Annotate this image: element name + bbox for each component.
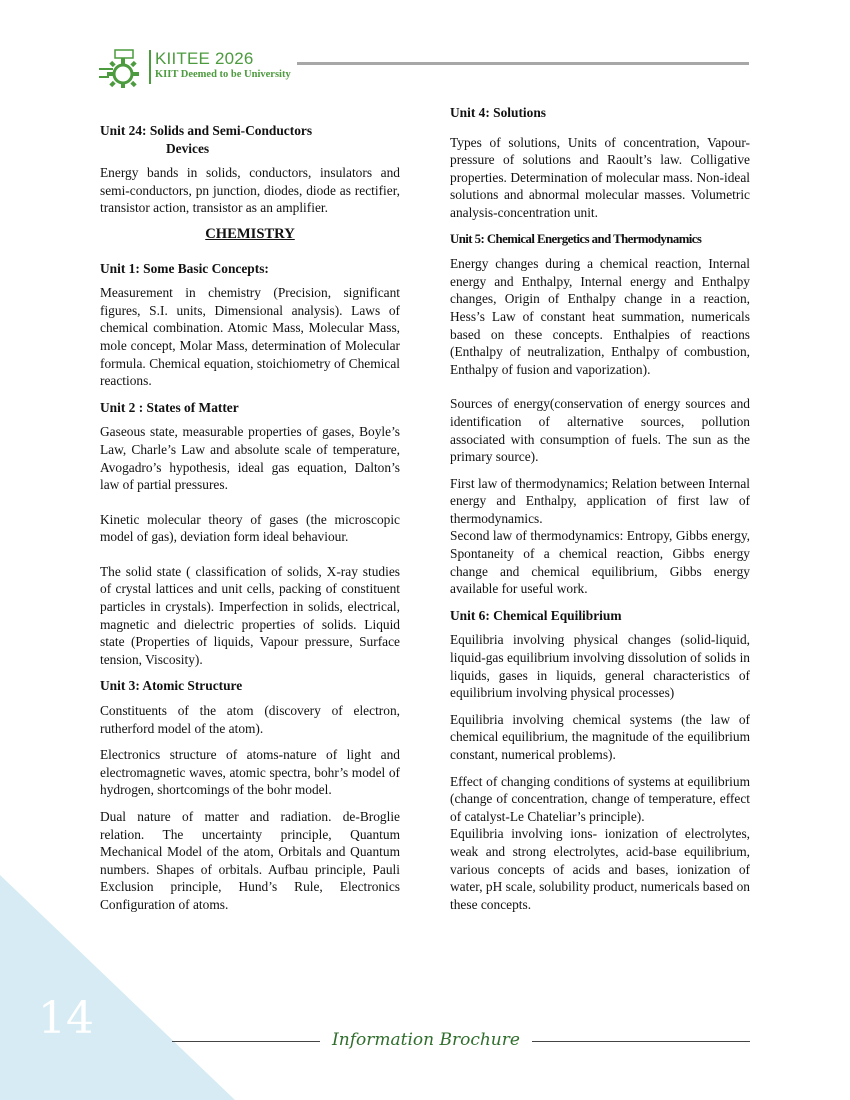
unit2-paragraph-1: Gaseous state, measurable properties of gases, Boyle’s Law, Charle’s Law and absolute scale of temperature, Avogadro’s hypothesis, ideal gas equation, Dalton’s law of partial pressures. [100, 424, 400, 493]
page-footer [172, 1030, 750, 1050]
page-number: 14 [38, 993, 94, 1044]
unit2-paragraph-3: The solid state ( classification of solids, X-ray studies of crystal lattices and unit cells, packing of constituent particles in crystals). Imperfection in solids, electrical, magnetic and dielectric properties of solids. Liquid state (Properties of liquids, Vapour pressure, Surface tension, Viscosity). [100, 563, 400, 667]
unit3-paragraph-3: Dual nature of matter and radiation. de-Broglie relation. The uncertainty principle, Quantum Mechanical Model of the atom, Orbitals and Quantum numbers. Shapes of orbitals. Aufbau principle, Pauli Exclusion principle, Hund’s Rule, Electronics Configuration of atoms. [100, 809, 400, 912]
header-title: KIITEE 2026 [155, 49, 254, 68]
unit3-paragraph-2: Electronics structure of atoms-nature of light and electromagnetic waves, atomic spectra, bohr’s model of hydrogen, shortcomings of the bohr model. [100, 747, 400, 798]
unit6-paragraph-1: Equilibria involving physical changes (solid-liquid, liquid-gas equilibrium involving dissolution of solids in liquids, gases in liquids, general characteristics of equilibrium involving physical processes) [450, 632, 750, 701]
left-column [100, 122, 400, 923]
unit24-body: Energy bands in solids, conductors, insulators and semi-conductors, pn junction, diodes, diode as rectifier, transistor action, transistor as an amplifier. [100, 165, 400, 216]
unit24-title [100, 122, 400, 157]
unit6-paragraph-3: Effect of changing conditions of systems at equilibrium (change of concentration, change of temperature, effect of catalyst-Le Chateliar’s principle). [450, 773, 750, 824]
header-rule [297, 62, 749, 65]
unit2-title: Unit 2 : States of Matter [100, 399, 239, 415]
unit3-paragraph-1: Constituents of the atom (discovery of electron, rutherford model of the atom). [100, 703, 400, 736]
unit24-title-line2: Devices [166, 140, 210, 156]
unit5-paragraph-3: First law of thermodynamics; Relation between Internal energy and Enthalpy, application of first law of thermodynamics. [450, 475, 750, 526]
footer-brochure-label: Information Brochure [332, 1030, 520, 1050]
chemistry-heading: CHEMISTRY [205, 225, 295, 242]
header-subtitle: KIIT Deemed to be University [155, 69, 291, 80]
footer-rule-left [172, 1041, 320, 1042]
footer-rule-right [532, 1041, 750, 1042]
page-header [99, 46, 751, 90]
logo-divider [149, 50, 151, 84]
unit5-title: Unit 5: Chemical Energetics and Thermodynamics [450, 231, 702, 246]
kiit-logo-icon [99, 48, 147, 88]
unit3-title: Unit 3: Atomic Structure [100, 678, 243, 694]
unit4-body: Types of solutions, Units of concentration, Vapour-pressure of solutions and Raoult’s law. Colligative properties. Determination of molecular mass. Non-ideal solutions and abnormal molecular masses. Volumetric analysis-concentration unit. [450, 134, 750, 220]
unit6-title: Unit 6: Chemical Equilibrium [450, 607, 622, 623]
unit5-paragraph-1: Energy changes during a chemical reaction, Internal energy and Enthalpy, Internal energy and Enthalpy changes, Origin of Enthalpy change in a reaction, Hess’s Law of constant heat summation, numericals based on these concepts. Enthalpies of reactions (Enthalpy of neutralization, Enthalpy of combustion, Enthalpy of fusion and vaporization). [450, 256, 750, 377]
unit24-title-line1: Unit 24: Solids and Semi-Conductors [100, 123, 313, 138]
unit5-paragraph-2: Sources of energy(conservation of energy sources and identification of alternative sources, pollution associated with consumption of fuels. The sun as the primary source). [450, 396, 750, 465]
right-column [450, 104, 750, 922]
unit1-body: Measurement in chemistry (Precision, significant figures, S.I. units, Dimensional analysis). Laws of chemical combination. Atomic Mass, Molecular Mass, mole concept, Molar Mass, determination of Molecular formula. Chemical equation, stoichiometry of Chemical reactions. [100, 285, 400, 389]
unit4-title: Unit 4: Solutions [450, 105, 546, 120]
unit2-paragraph-2: Kinetic molecular theory of gases (the microscopic model of gas), deviation form ideal behaviour. [100, 511, 400, 545]
unit6-paragraph-4: Equilibria involving ions- ionization of electrolytes, weak and strong electrolytes, acid-base equilibrium, various concepts of acids and bases, ionization of water, pH scale, solubility product, numericals based on these concepts. [450, 826, 750, 912]
unit1-title: Unit 1: Some Basic Concepts: [100, 260, 269, 276]
unit5-paragraph-4: Second law of thermodynamics: Entropy, Gibbs energy, Spontaneity of a chemical reaction, Gibbs energy change and chemical equilibrium, Gibbs energy available for useful work. [450, 528, 750, 597]
unit6-paragraph-2: Equilibria involving chemical systems (the law of chemical equilibrium, the magnitude of the equilibrium constant, numerical problems). [450, 711, 750, 762]
